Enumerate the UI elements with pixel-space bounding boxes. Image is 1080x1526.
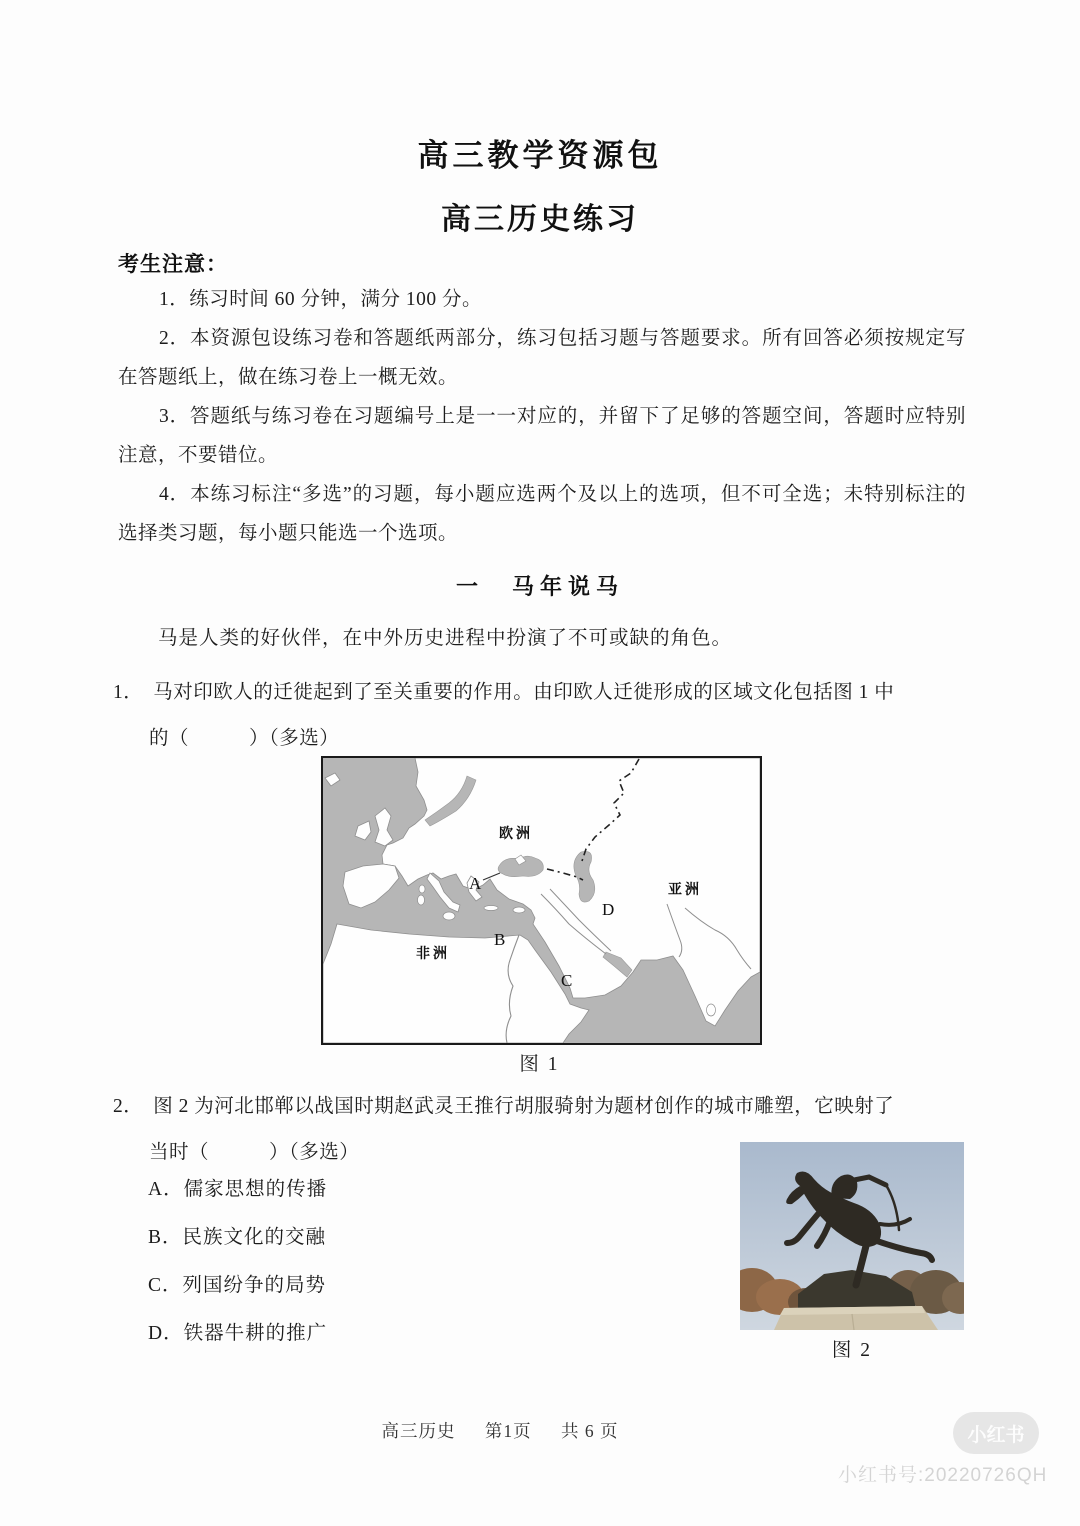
map-marker-b: B [494,930,506,949]
footer-course: 高三历史 [381,1421,456,1441]
map-island-sardinia [418,895,425,905]
candidate-notice [118,248,966,553]
figure-1-caption: 图 1 [519,1054,560,1075]
section-heading: 一 马年说马 [455,574,624,599]
notice-item-2: 2．本资源包设练习卷和答题纸两部分，练习包括习题与答题要求。所有回答必须按规定写在答题纸上，做在练习卷上一概无效。 [118,328,966,388]
question-2-text: 图 2 为河北邯郸以战国时期赵武灵王推行胡服骑射为题材创作的城市雕塑，它映射了 [153,1096,895,1117]
footer-page-number: 第1页 [484,1421,532,1441]
footer-page-total: 共 6 页 [561,1421,619,1441]
xiaohongshu-badge: 小红书 [953,1412,1039,1454]
map-label-asia: 亚洲 [668,881,702,897]
map-label-europe: 欧洲 [499,825,533,841]
xiaohongshu-id-watermark: 小红书号:20220726QH [838,1465,1048,1486]
page-subtitle: 高三历史练习 [441,203,639,236]
page-footer [0,1418,1000,1443]
question-2-line-2: 当时（ ）（多选） [149,1142,360,1163]
notice-item-4: 4．本练习标注“多选”的习题，每小题应选两个及以上的选项，但不可全选；未特别标注的选择类习题，每小题只能选一个选项。 [118,484,966,544]
option-b: B．民族文化的交融 [148,1227,327,1248]
map-island-sicily [443,912,455,920]
map-label-africa: 非洲 [416,945,450,961]
figure-1-map [321,756,762,1045]
option-c: C．列国纷争的局势 [148,1275,327,1296]
map-island-srilanka [707,1004,716,1016]
notice-item-1: 1．练习时间 60 分钟，满分 100 分。 [158,289,482,310]
map-svg [323,758,760,1043]
question-1-text: 马对印欧人的迁徙起到了至关重要的作用。由印欧人迁徙形成的区域文化包括图 1 中 [153,682,895,703]
question-2-number: 2． [113,1096,144,1117]
figure-2-caption: 图 2 [831,1340,873,1361]
map-island-crete [484,906,498,911]
question-2-line-1 [113,1090,894,1118]
page-title: 高三教学资源包 [417,138,663,173]
question-1-number: 1． [113,682,144,703]
map-marker-a: A [469,874,482,893]
notice-heading: 考生注意： [118,252,228,276]
notice-item-3: 3．答题纸与练习卷在习题编号上是一一对应的，并留下了足够的答题空间，答题时应特别注意，不要错位。 [118,406,966,466]
question-2-options [148,1178,327,1370]
map-marker-d: D [602,900,615,919]
option-d: D．铁器牛耕的推广 [148,1323,328,1344]
map-island-corsica [419,885,425,893]
question-1-line-2: 的（ ）（多选） [149,728,340,749]
map-island-cyprus [513,907,525,913]
figure-2-statue-photo [740,1142,964,1330]
statue-svg [740,1142,964,1330]
section-intro: 马是人类的好伙伴，在中外历史进程中扮演了不可或缺的角色。 [158,628,733,649]
map-marker-c: C [561,971,573,990]
question-1-line-1 [113,676,894,704]
option-a: A．儒家思想的传播 [148,1179,328,1200]
